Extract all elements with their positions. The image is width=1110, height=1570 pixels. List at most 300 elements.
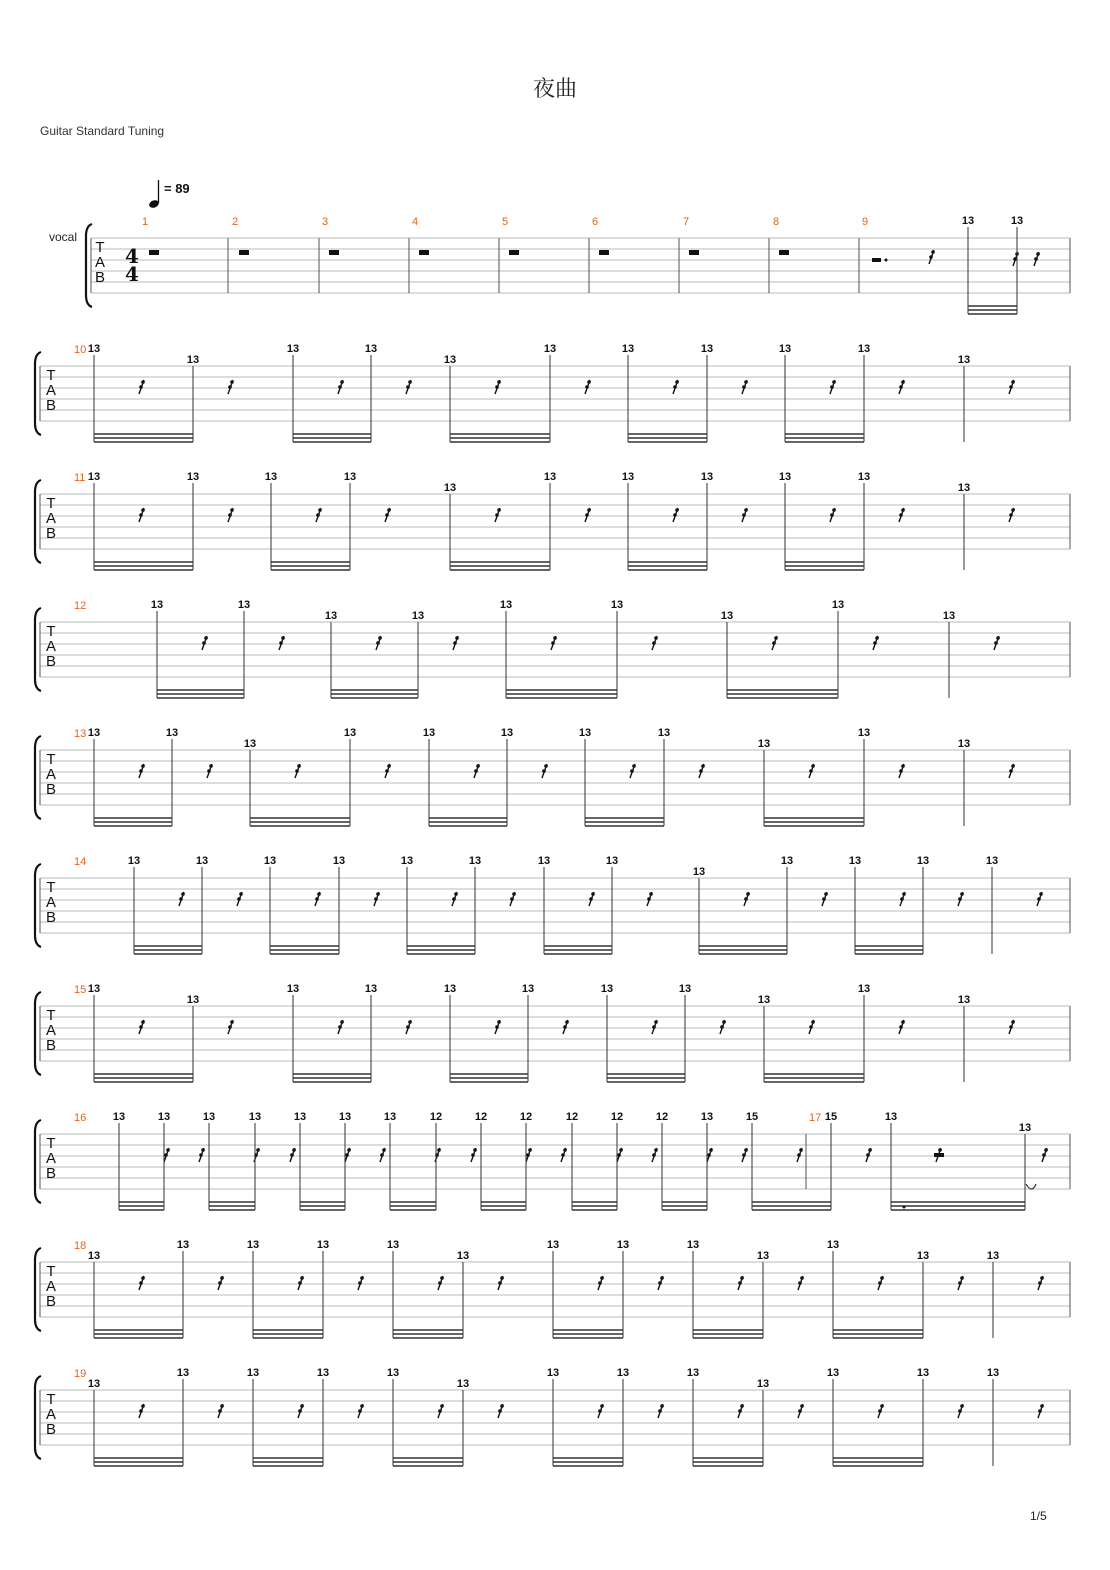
rest-flag xyxy=(1038,1409,1042,1413)
dot xyxy=(903,1206,906,1209)
fret-number: 13 xyxy=(826,1239,840,1251)
rest-flag xyxy=(824,892,828,896)
rest-flag xyxy=(1040,1276,1044,1280)
fret-number: 13 xyxy=(383,1111,397,1123)
rest-flag xyxy=(528,1148,532,1152)
fret-number: 13 xyxy=(386,1239,400,1251)
rest-flag xyxy=(632,764,636,768)
rest-flag xyxy=(740,1404,744,1408)
flag xyxy=(1026,1184,1036,1189)
rest-flag xyxy=(228,513,232,517)
fret-number: 13 xyxy=(621,471,635,483)
fret-number: 13 xyxy=(127,855,141,867)
whole-rest xyxy=(599,250,609,255)
rest-flag xyxy=(347,1148,351,1152)
rest-flag xyxy=(675,380,679,384)
measure-number: 12 xyxy=(74,600,87,612)
measure-number: 8 xyxy=(773,216,780,228)
rest-flag xyxy=(701,764,705,768)
fret-number: 13 xyxy=(857,727,871,739)
tab-clef-letter: T xyxy=(46,623,56,640)
rest-flag xyxy=(164,1153,168,1157)
rest-flag xyxy=(799,1148,803,1152)
rest-flag xyxy=(931,250,935,254)
fret-number: 13 xyxy=(332,855,346,867)
rest-flag xyxy=(237,897,241,901)
rest-flag xyxy=(1009,385,1013,389)
page-number: 1/5 xyxy=(1030,1509,1047,1523)
rest-flag xyxy=(476,764,480,768)
rest-flag xyxy=(563,1025,567,1029)
tab-clef-letter: T xyxy=(46,367,56,384)
fret-number: 13 xyxy=(468,855,482,867)
fret-number: 13 xyxy=(986,1367,1000,1379)
rest-flag xyxy=(958,1281,962,1285)
rest-flag xyxy=(551,641,555,645)
half-rest xyxy=(872,258,881,262)
rest-flag xyxy=(139,513,143,517)
rest-flag xyxy=(202,641,206,645)
rest-flag xyxy=(385,769,389,773)
rest-flag xyxy=(141,1020,145,1024)
fret-number: 13 xyxy=(610,599,624,611)
rest-flag xyxy=(772,641,776,645)
rest-flag xyxy=(901,508,905,512)
fret-number: 13 xyxy=(246,1239,260,1251)
rest-flag xyxy=(230,508,234,512)
fret-number: 12 xyxy=(565,1111,579,1123)
fret-number: 13 xyxy=(831,599,845,611)
rest-flag xyxy=(454,892,458,896)
fret-number: 13 xyxy=(411,610,425,622)
rest-flag xyxy=(358,1409,362,1413)
rest-flag xyxy=(600,1404,604,1408)
fret-number: 13 xyxy=(456,1378,470,1390)
rest-flag xyxy=(652,1025,656,1029)
rest-flag xyxy=(453,641,457,645)
fret-number: 13 xyxy=(700,1111,714,1123)
rest-flag xyxy=(374,897,378,901)
whole-rest xyxy=(689,250,699,255)
tuning-label: Guitar Standard Tuning xyxy=(40,124,165,138)
fret-number: 13 xyxy=(293,1111,307,1123)
rest-flag xyxy=(738,1281,742,1285)
rest-flag xyxy=(744,897,748,901)
rest-flag xyxy=(800,1404,804,1408)
fret-number: 13 xyxy=(324,610,338,622)
tab-clef-letter: T xyxy=(46,751,56,768)
fret-number: 13 xyxy=(443,983,457,995)
fret-number: 13 xyxy=(957,354,971,366)
rest-flag xyxy=(591,892,595,896)
fret-number: 13 xyxy=(499,599,513,611)
whole-rest xyxy=(509,250,519,255)
rest-flag xyxy=(1009,513,1013,517)
fret-number: 13 xyxy=(857,343,871,355)
rest-flag xyxy=(647,897,651,901)
rest-flag xyxy=(938,1148,942,1152)
rest-flag xyxy=(220,1276,224,1280)
half-rest xyxy=(934,1153,944,1157)
rest-flag xyxy=(617,1153,621,1157)
rest-flag xyxy=(1034,257,1038,261)
rest-flag xyxy=(385,513,389,517)
dot xyxy=(885,259,888,262)
rest-flag xyxy=(598,1281,602,1285)
rest-flag xyxy=(141,1276,145,1280)
rest-flag xyxy=(901,764,905,768)
fret-number: 13 xyxy=(678,983,692,995)
measure-number: 4 xyxy=(412,216,419,228)
rest-flag xyxy=(720,1025,724,1029)
rest-flag xyxy=(774,636,778,640)
fret-number: 13 xyxy=(1010,215,1024,227)
rest-flag xyxy=(960,1276,964,1280)
rest-flag xyxy=(141,764,145,768)
rest-flag xyxy=(744,1148,748,1152)
rest-flag xyxy=(315,897,319,901)
rest-flag xyxy=(649,892,653,896)
fret-number: 13 xyxy=(686,1367,700,1379)
fret-number: 13 xyxy=(916,1250,930,1262)
rest-flag xyxy=(495,1025,499,1029)
rest-flag xyxy=(318,508,322,512)
measure-number: 1 xyxy=(142,216,149,228)
measure-number: 11 xyxy=(74,472,86,484)
fret-number: 12 xyxy=(429,1111,443,1123)
rest-flag xyxy=(899,769,903,773)
whole-rest xyxy=(329,250,339,255)
measure-number: 2 xyxy=(232,216,239,228)
fret-number: 13 xyxy=(364,343,378,355)
fret-number: 13 xyxy=(500,727,514,739)
rest-flag xyxy=(380,1153,384,1157)
rest-flag xyxy=(1009,769,1013,773)
fret-number: 13 xyxy=(692,866,706,878)
rest-flag xyxy=(960,1404,964,1408)
rest-flag xyxy=(292,1148,296,1152)
rest-flag xyxy=(358,1281,362,1285)
rest-flag xyxy=(1013,257,1017,261)
measure-number: 18 xyxy=(74,1240,87,1252)
rest-flag xyxy=(408,1020,412,1024)
rest-flag xyxy=(901,1020,905,1024)
fret-number: 13 xyxy=(112,1111,126,1123)
fret-number: 13 xyxy=(243,738,257,750)
fret-number: 13 xyxy=(616,1239,630,1251)
fret-number: 13 xyxy=(700,471,714,483)
fret-number: 13 xyxy=(916,1367,930,1379)
fret-number: 13 xyxy=(195,855,209,867)
rest-flag xyxy=(298,1409,302,1413)
rest-flag xyxy=(141,508,145,512)
fret-number: 13 xyxy=(778,343,792,355)
tab-clef-letter: A xyxy=(45,382,57,399)
fret-number: 13 xyxy=(176,1367,190,1379)
rest-flag xyxy=(996,636,1000,640)
rest-flag xyxy=(899,513,903,517)
whole-rest xyxy=(149,250,159,255)
rest-flag xyxy=(166,1148,170,1152)
rest-flag xyxy=(256,1148,260,1152)
measure-number: 5 xyxy=(502,216,509,228)
fret-number: 13 xyxy=(543,471,557,483)
fret-number: 13 xyxy=(986,1250,1000,1262)
measure-number: 16 xyxy=(74,1112,87,1124)
fret-number: 12 xyxy=(610,1111,624,1123)
measure-number: 6 xyxy=(592,216,599,228)
rest-flag xyxy=(875,636,879,640)
rest-flag xyxy=(300,1404,304,1408)
fret-number: 13 xyxy=(422,727,436,739)
tab-clef-letter: B xyxy=(45,909,57,926)
fret-number: 13 xyxy=(338,1111,352,1123)
rest-flag xyxy=(141,380,145,384)
fret-number: 13 xyxy=(537,855,551,867)
rest-flag xyxy=(880,1276,884,1280)
tab-clef-letter: A xyxy=(45,1278,57,1295)
rest-flag xyxy=(497,1020,501,1024)
rest-flag xyxy=(707,1153,711,1157)
rest-flag xyxy=(1044,1148,1048,1152)
rest-flag xyxy=(880,1404,884,1408)
rest-flag xyxy=(654,1020,658,1024)
rest-flag xyxy=(510,897,514,901)
fret-number: 13 xyxy=(237,599,251,611)
rest-flag xyxy=(673,513,677,517)
rest-flag xyxy=(660,1276,664,1280)
rest-flag xyxy=(899,385,903,389)
rest-flag xyxy=(340,1020,344,1024)
rest-flag xyxy=(139,1281,143,1285)
fret-number: 12 xyxy=(474,1111,488,1123)
rest-flag xyxy=(1011,1020,1015,1024)
tab-clef-letter: A xyxy=(94,254,106,271)
rest-flag xyxy=(600,1276,604,1280)
rest-flag xyxy=(585,385,589,389)
rest-flag xyxy=(406,1025,410,1029)
fret-number: 13 xyxy=(87,343,101,355)
rest-flag xyxy=(139,1409,143,1413)
fret-number: 12 xyxy=(655,1111,669,1123)
measure-number: 17 xyxy=(809,1112,822,1124)
measure-number: 9 xyxy=(862,216,869,228)
fret-number: 13 xyxy=(546,1367,560,1379)
fret-number: 13 xyxy=(857,471,871,483)
rest-flag xyxy=(526,1153,530,1157)
fret-number: 13 xyxy=(150,599,164,611)
tab-clef-letter: T xyxy=(46,1263,56,1280)
rest-flag xyxy=(832,508,836,512)
tab-clef-letter: B xyxy=(45,1037,57,1054)
fret-number: 13 xyxy=(186,471,200,483)
rest-flag xyxy=(279,641,283,645)
tab-clef-letter: A xyxy=(45,1406,57,1423)
tab-clef-letter: B xyxy=(45,1165,57,1182)
rest-flag xyxy=(220,1404,224,1408)
measure-number: 14 xyxy=(74,856,87,868)
rest-flag xyxy=(139,385,143,389)
tab-clef-letter: B xyxy=(45,525,57,542)
fret-number: 13 xyxy=(246,1367,260,1379)
rest-flag xyxy=(338,1025,342,1029)
fret-number: 13 xyxy=(400,855,414,867)
fret-number: 13 xyxy=(456,1250,470,1262)
rest-flag xyxy=(437,1148,441,1152)
rest-flag xyxy=(438,1409,442,1413)
fret-number: 13 xyxy=(686,1239,700,1251)
fret-number: 13 xyxy=(957,482,971,494)
rest-flag xyxy=(340,380,344,384)
rest-flag xyxy=(744,380,748,384)
rest-flag xyxy=(204,636,208,640)
rest-flag xyxy=(1009,1025,1013,1029)
rest-flag xyxy=(512,892,516,896)
rest-flag xyxy=(455,636,459,640)
fret-number: 13 xyxy=(343,471,357,483)
rest-flag xyxy=(497,508,501,512)
rest-flag xyxy=(878,1409,882,1413)
rest-flag xyxy=(660,1404,664,1408)
rest-flag xyxy=(345,1153,349,1157)
rest-flag xyxy=(1040,1404,1044,1408)
rest-flag xyxy=(360,1276,364,1280)
fret-number: 13 xyxy=(87,1378,101,1390)
rest-flag xyxy=(382,1148,386,1152)
tab-clef-letter: A xyxy=(45,510,57,527)
rest-flag xyxy=(500,1276,504,1280)
fret-number: 13 xyxy=(263,855,277,867)
fret-number: 13 xyxy=(87,471,101,483)
rest-flag xyxy=(673,385,677,389)
fret-number: 13 xyxy=(756,1378,770,1390)
fret-number: 13 xyxy=(543,343,557,355)
fret-number: 13 xyxy=(87,983,101,995)
tab-clef-letter: T xyxy=(46,1135,56,1152)
rest-flag xyxy=(958,1409,962,1413)
rest-flag xyxy=(722,1020,726,1024)
rest-flag xyxy=(408,380,412,384)
tab-clef-letter: B xyxy=(45,653,57,670)
tab-clef-letter: A xyxy=(45,1150,57,1167)
fret-number: 13 xyxy=(857,983,871,995)
rest-flag xyxy=(230,1020,234,1024)
rest-flag xyxy=(1042,1153,1046,1157)
fret-number: 13 xyxy=(756,1250,770,1262)
rest-flag xyxy=(387,764,391,768)
rest-flag xyxy=(832,380,836,384)
rest-flag xyxy=(141,1404,145,1408)
rest-flag xyxy=(899,1025,903,1029)
fret-number: 13 xyxy=(165,727,179,739)
rest-flag xyxy=(658,1281,662,1285)
fret-number: 13 xyxy=(942,610,956,622)
measure-number: 19 xyxy=(74,1368,87,1380)
rest-flag xyxy=(902,892,906,896)
rest-flag xyxy=(498,1281,502,1285)
rest-flag xyxy=(587,508,591,512)
rest-flag xyxy=(179,897,183,901)
rest-flag xyxy=(471,1153,475,1157)
rest-flag xyxy=(474,769,478,773)
rest-flag xyxy=(822,897,826,901)
fret-number: 13 xyxy=(848,855,862,867)
fret-number: 13 xyxy=(780,855,794,867)
rest-flag xyxy=(438,1281,442,1285)
rest-flag xyxy=(181,892,185,896)
fret-number: 13 xyxy=(157,1111,171,1123)
rest-flag xyxy=(139,1025,143,1029)
tab-clef-letter: B xyxy=(45,1421,57,1438)
fret-number: 13 xyxy=(286,343,300,355)
rest-flag xyxy=(798,1409,802,1413)
rest-flag xyxy=(376,641,380,645)
rest-flag xyxy=(378,636,382,640)
fret-number: 13 xyxy=(386,1367,400,1379)
rest-flag xyxy=(228,1025,232,1029)
rest-flag xyxy=(452,897,456,901)
rest-flag xyxy=(495,513,499,517)
rest-flag xyxy=(675,508,679,512)
fret-number: 13 xyxy=(87,727,101,739)
rest-flag xyxy=(500,1404,504,1408)
rest-flag xyxy=(994,641,998,645)
rest-flag xyxy=(652,1153,656,1157)
fret-number: 13 xyxy=(957,994,971,1006)
rest-flag xyxy=(744,508,748,512)
tab-clef-letter: A xyxy=(45,766,57,783)
tab-clef-letter: A xyxy=(45,638,57,655)
rest-flag xyxy=(800,1276,804,1280)
rest-flag xyxy=(542,769,546,773)
fret-number: 13 xyxy=(657,727,671,739)
fret-number: 13 xyxy=(521,983,535,995)
whole-rest xyxy=(239,250,249,255)
tab-clef-letter: T xyxy=(46,879,56,896)
fret-number: 13 xyxy=(364,983,378,995)
rest-flag xyxy=(901,380,905,384)
rest-flag xyxy=(830,385,834,389)
rest-flag xyxy=(316,513,320,517)
rest-flag xyxy=(958,897,962,901)
fret-number: 13 xyxy=(600,983,614,995)
fret-number: 13 xyxy=(1018,1122,1032,1134)
rest-flag xyxy=(699,769,703,773)
tab-clef-letter: B xyxy=(45,397,57,414)
fret-number: 13 xyxy=(546,1239,560,1251)
tab-clef-letter: T xyxy=(46,495,56,512)
fret-number: 13 xyxy=(186,354,200,366)
rest-flag xyxy=(300,1276,304,1280)
fret-number: 13 xyxy=(621,343,635,355)
fret-number: 13 xyxy=(700,343,714,355)
rest-flag xyxy=(900,897,904,901)
rest-flag xyxy=(440,1404,444,1408)
rest-flag xyxy=(440,1276,444,1280)
rest-flag xyxy=(360,1404,364,1408)
rest-flag xyxy=(228,385,232,389)
rest-flag xyxy=(587,380,591,384)
track-name: vocal xyxy=(49,230,78,244)
rest-flag xyxy=(281,636,285,640)
song-title: 夜曲 xyxy=(532,77,577,102)
rest-flag xyxy=(1011,380,1015,384)
rest-flag xyxy=(218,1281,222,1285)
fret-number: 13 xyxy=(778,471,792,483)
rest-flag xyxy=(809,769,813,773)
rest-flag xyxy=(317,892,321,896)
rest-flag xyxy=(1038,1281,1042,1285)
